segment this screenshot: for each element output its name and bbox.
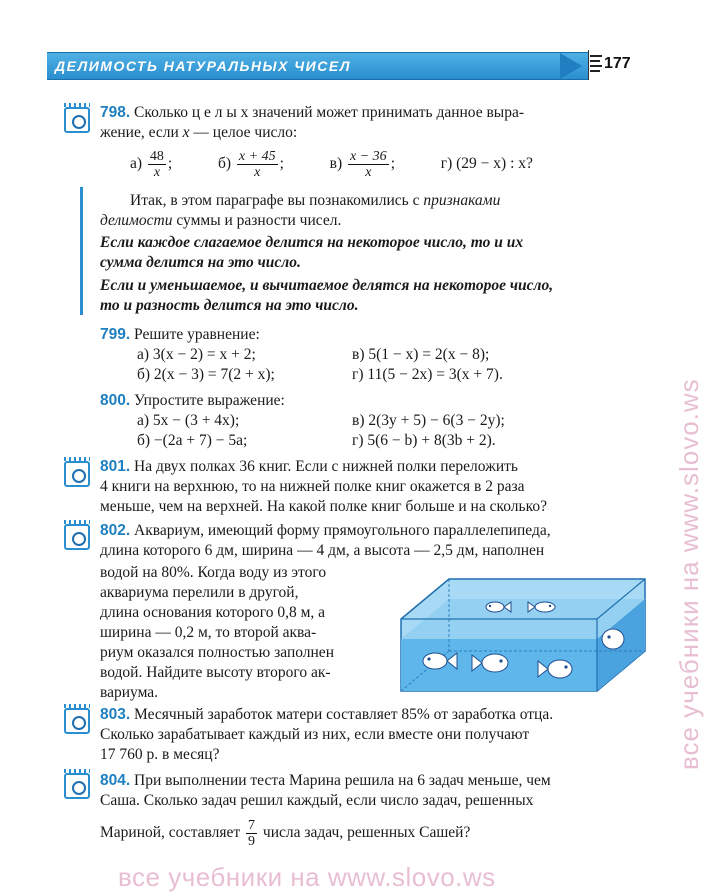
summary-line1 [130, 192, 500, 210]
problem-marker-icon [64, 773, 90, 799]
problem-798-options: а) $\frac{48}{x}$ ; б) $\frac{x + 45}{x}$ ; в) $\frac{x - 36}{x}$ ; г) (29 − x) : x? [130, 149, 533, 180]
problem-802-line1 [100, 522, 551, 540]
denominator: x [153, 165, 161, 180]
problem-802-line9: вариума. [100, 684, 159, 701]
summary-accent-bar [80, 187, 83, 315]
denominator: 9 [248, 834, 256, 849]
problem-text: числа задач, решенных Сашей? [259, 824, 471, 842]
problem-text: На двух полках 36 книг. Если с нижней полки переложить [130, 458, 518, 475]
option-label: б) [217, 155, 232, 173]
expression-g: г) 5(6 − b) + 8(3b + 2). [352, 432, 496, 449]
problem-text: Аквариум, имеющий форму прямоугольного параллелепипеда, [130, 522, 551, 539]
problem-802-line4: аквариума перелили в другой, [100, 584, 299, 601]
problem-text: Мариной, составляет [100, 824, 245, 842]
header-arrow-icon [560, 53, 582, 79]
problem-804-line2: Саша. Сколько задач решил каждый, если число задач, решенных [100, 792, 534, 809]
fraction-v [348, 149, 389, 180]
aquarium-illustration [395, 577, 647, 695]
summary-line2 [100, 212, 341, 230]
problem-802-line7: риум оказался полностью заполнен [100, 644, 334, 661]
chapter-title: ДЕЛИМОСТЬ НАТУРАЛЬНЫХ ЧИСЕЛ [55, 58, 351, 74]
problem-text: Сколько ц е л ы х значений может принимать данное выра- [130, 104, 525, 121]
fraction-b [237, 149, 278, 180]
problem-802-line6: ширина — 0,2 м, то второй аква- [100, 624, 317, 641]
rule-diff-line2: то и разность делится на это число. [100, 297, 359, 314]
summary-term: делимости [100, 212, 173, 229]
problem-804-line3 [100, 818, 470, 849]
problem-803-line2: Сколько зарабатывает каждый из них, если вместе они получают [100, 726, 530, 743]
option-g: г) (29 − x) : x? [440, 155, 533, 173]
equation-b: б) 2(x − 3) = 7(2 + x); [137, 366, 275, 383]
numerator: x + 45 [238, 149, 276, 164]
problem-number: 798. [100, 104, 131, 121]
summary-text: Итак, в этом параграфе вы познакомились с [130, 192, 424, 209]
problem-number: 799. [100, 326, 131, 343]
problem-799-title [100, 326, 260, 344]
page-number: 177 [604, 55, 631, 72]
problem-number: 802. [100, 522, 131, 539]
problem-text: — целое число: [189, 124, 298, 141]
problem-text: жение, если [100, 124, 183, 141]
problem-801-line3: меньше, чем на верхней. На какой полке книг больше и на сколько? [100, 498, 547, 515]
rule-sum-line2: сумма делится на это число. [100, 254, 301, 271]
problem-801-line1 [100, 458, 518, 476]
chapter-header-bar [47, 52, 589, 80]
ruler-icon [590, 55, 602, 75]
denominator: x [254, 165, 261, 180]
problem-text: Решите уравнение: [130, 326, 260, 343]
option-label: в) [329, 155, 343, 173]
numerator: 48 [149, 149, 164, 164]
problem-number: 804. [100, 772, 131, 789]
problem-798-line1 [100, 104, 524, 122]
problem-800-title [100, 392, 285, 410]
problem-802-line8: водой. Найдите высоту второго ак- [100, 664, 331, 681]
problem-text: Месячный заработок матери составляет 85% от заработка отца. [130, 706, 554, 723]
problem-marker-icon [64, 461, 90, 487]
fraction-seven-ninths [246, 818, 257, 849]
rule-diff-line1: Если и уменьшаемое, и вычитаемое делятся на некоторое число, [100, 277, 554, 294]
problem-802-line5: длина основания которого 0,8 м, а [100, 604, 326, 621]
summary-text: суммы и разности чисел. [172, 212, 342, 229]
watermark-vertical: все учебники на www.slovo.ws [674, 378, 704, 770]
equation-a: а) 3(x − 2) = x + 2; [137, 346, 256, 363]
numerator: x − 36 [350, 149, 387, 164]
equation-v: в) 5(1 − x) = 2(x − 8); [352, 346, 490, 363]
problem-text: При выполнении теста Марина решила на 6 задач меньше, чем [130, 772, 551, 789]
problem-number: 800. [100, 392, 131, 409]
watermark-bottom: все учебники на www.slovo.ws [118, 862, 496, 892]
problem-marker-icon [64, 107, 90, 133]
problem-803-line1 [100, 706, 553, 724]
numerator: 7 [248, 818, 256, 833]
problem-marker-icon [64, 524, 90, 550]
variable: x [182, 124, 190, 141]
expression-b: б) −(2a + 7) − 5a; [137, 432, 248, 449]
problem-number: 803. [100, 706, 131, 723]
option-label: а) [130, 155, 143, 173]
rule-sum-line1: Если каждое слагаемое делится на некоторое число, то и их [100, 234, 524, 251]
summary-term: признаками [423, 192, 501, 209]
problem-marker-icon [64, 708, 90, 734]
expression-a: а) 5x − (3 + 4x); [137, 412, 240, 429]
denominator: x [365, 165, 372, 180]
problem-804-line1 [100, 772, 551, 790]
fraction-a [148, 149, 166, 180]
problem-802-line3: водой на 80%. Когда воду из этого [100, 564, 327, 581]
problem-803-line3: 17 760 р. в месяц? [100, 746, 220, 763]
expression-v: в) 2(3y + 5) − 6(3 − 2y); [352, 412, 505, 429]
equation-g: г) 11(5 − 2x) = 3(x + 7). [352, 366, 503, 383]
problem-798-line2 [100, 124, 297, 142]
problem-802-line2: длина которого 6 дм, ширина — 4 дм, а высота — 2,5 дм, наполнен [100, 542, 545, 559]
problem-number: 801. [100, 458, 131, 475]
problem-text: Упростите выражение: [130, 392, 285, 409]
problem-801-line2: 4 книги на верхнюю, то на нижней полке книг окажется в 2 раза [100, 478, 525, 495]
